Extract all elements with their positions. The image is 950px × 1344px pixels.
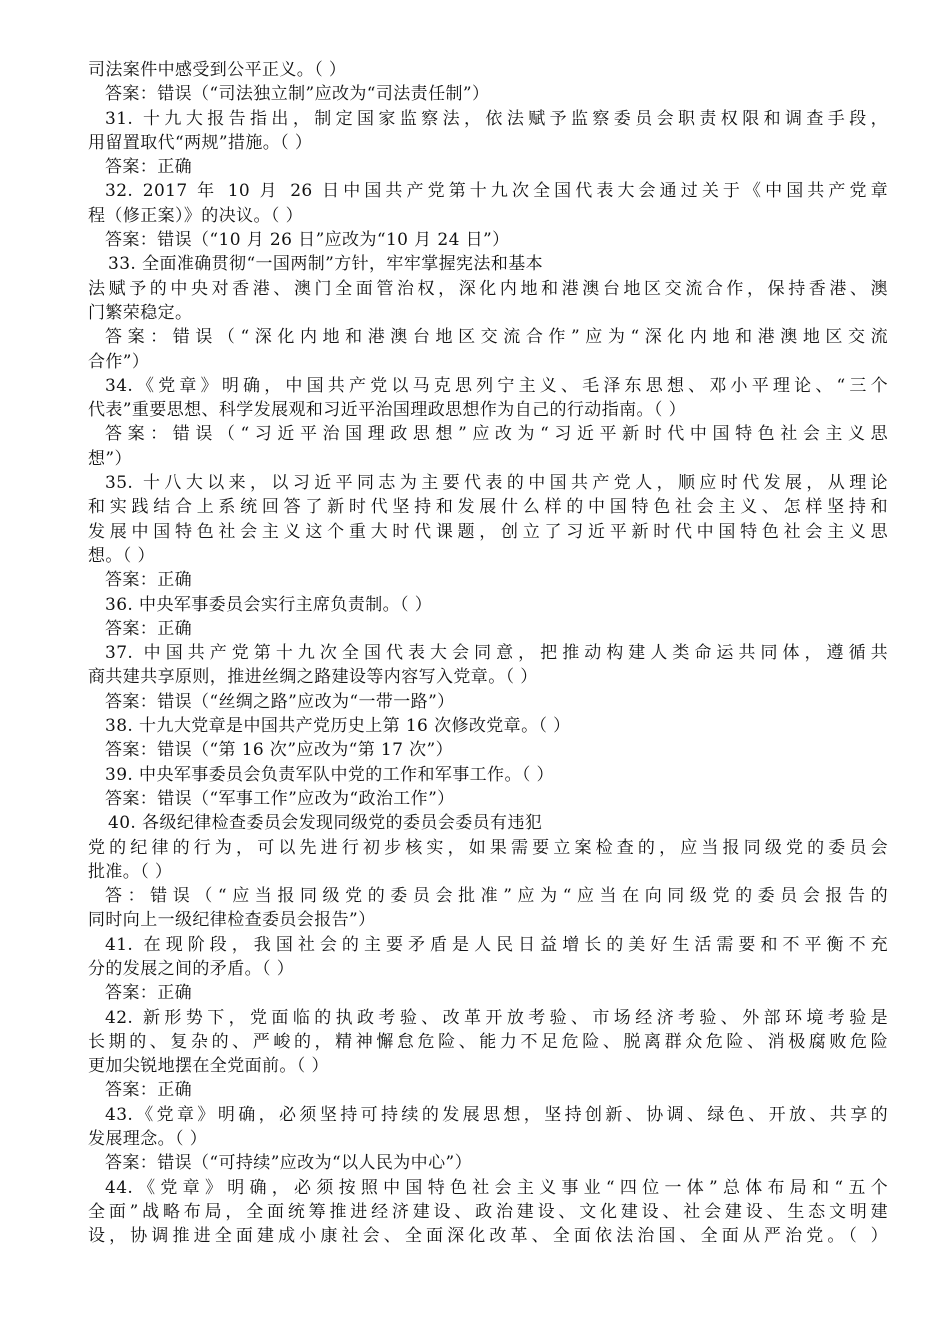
text-line: 合作”） <box>88 351 150 372</box>
text-line: 答案：正确 <box>105 618 192 639</box>
text-line: 44.《党章》明确，必须按照中国特色社会主义事业“四位一体”总体布局和“五个 <box>105 1177 888 1198</box>
text-line: 答案：正确 <box>105 1080 192 1101</box>
text-line: 答：错误（“应当报同级党的委员会批准”应为“应当在向同级党的委员会报告的 <box>105 886 888 907</box>
text-line: 司法案件中感受到公平正义。（ ） <box>88 60 347 80</box>
text-line: 答案：错误（“司法独立制”应改为“司法责任制”） <box>105 84 490 105</box>
text-line: 法赋予的中央对香港、澳门全面管治权，深化内地和港澳台地区交流合作，保持香港、澳 <box>88 278 888 299</box>
text-line: 42. 新形势下，党面临的执政考验、改革开放考验、市场经济考验、外部环境考验是 <box>105 1007 888 1028</box>
text-line: 门繁荣稳定。 <box>88 302 193 323</box>
text-line: 发展中国特色社会主义这个重大时代课题，创立了习近平新时代中国特色社会主义思 <box>88 521 888 542</box>
text-line: 答案：正确 <box>105 570 192 591</box>
text-line: 33. 全面准确贯彻“一国两制”方针，牢牢掌握宪法和基本 <box>108 254 544 275</box>
text-line: 用留置取代“两规”措施。（ ） <box>88 132 313 153</box>
text-line: 全面”战略布局，全面统筹推进经济建设、政治建设、文化建设、社会建设、生态文明建 <box>88 1201 888 1222</box>
text-line: 和实践结合上系统回答了新时代坚持和发展什么样的中国特色社会主义、怎样坚持和 <box>88 497 888 518</box>
text-line: 想。（ ） <box>88 545 155 566</box>
text-line: 答案：错误（“可持续”应改为“以人民为中心”） <box>105 1153 472 1174</box>
text-line: 党的纪律的行为，可以先进行初步核实，如果需要立案检查的，应当报同级党的委员会 <box>88 837 888 858</box>
text-line: 长期的、复杂的、严峻的，精神懈怠危险、能力不足危险、脱离群众危险、消极腐败危险 <box>88 1031 888 1052</box>
text-line: 设，协调推进全面建成小康社会、全面深化改革、全面依法治国、全面从严治党。（ ） <box>88 1226 888 1247</box>
text-line: 商共建共享原则，推进丝绸之路建设等内容写入党章。（ ） <box>88 667 538 688</box>
text-line: 更加尖锐地摆在全党面前。（ ） <box>88 1056 329 1077</box>
text-line: 31. 十九大报告指出，制定国家监察法，依法赋予监察委员会职责权限和调查手段， <box>105 108 888 129</box>
text-line: 35. 十八大以来，以习近平同志为主要代表的中国共产党人，顺应时代发展，从理论 <box>105 473 888 494</box>
text-line: 答案：错误（“10 月 26 日”应改为“10 月 24 日”） <box>105 230 510 251</box>
text-line: 分的发展之间的矛盾。（ ） <box>88 958 295 979</box>
text-line: 39. 中央军事委员会负责军队中党的工作和军事工作。（ ） <box>105 764 554 785</box>
document-body <box>88 58 888 1249</box>
text-line: 同时向上一级纪律检查委员会报告”） <box>88 910 376 931</box>
text-line: 程（修正案）》的决议。（ ） <box>88 205 304 226</box>
text-line: 答案：正确 <box>105 157 192 178</box>
text-line: 答案：错误（“第 16 次”应改为“第 17 次”） <box>105 740 454 761</box>
text-line: 答案：错误（“习近平治国理政思想”应改为“习近平新时代中国特色社会主义思 <box>105 424 888 445</box>
text-line: 答案：错误（“深化内地和港澳台地区交流合作”应为“深化内地和港澳地区交流 <box>105 327 888 348</box>
text-line: 40. 各级纪律检查委员会发现同级党的委员会委员有违犯 <box>108 813 543 834</box>
text-line: 37. 中国共产党第十九次全国代表大会同意，把推动构建人类命运共同体，遵循共 <box>105 643 888 664</box>
text-line: 34.《党章》明确，中国共产党以马克思列宁主义、毛泽东思想、邓小平理论、“三个 <box>105 375 888 396</box>
text-line: 答案：正确 <box>105 983 192 1004</box>
text-line: 43.《党章》明确，必须坚持可持续的发展思想，坚持创新、协调、绿色、开放、共享的 <box>105 1104 888 1125</box>
text-line: 发展理念。（ ） <box>88 1129 208 1150</box>
text-line: 答案：错误（“军事工作”应改为“政治工作”） <box>105 788 455 809</box>
text-line: 41. 在现阶段，我国社会的主要矛盾是人民日益增长的美好生活需要和不平衡不充 <box>105 934 888 955</box>
text-line: 代表”重要思想、科学发展观和习近平治国理政思想作为自己的行动指南。（ ） <box>88 400 686 421</box>
text-line: 36. 中央军事委员会实行主席负责制。（ ） <box>105 594 433 615</box>
text-line: 32. 2017 年 10 月 26 日中国共产党第十九次全国代表大会通过关于《中国共产党章 <box>105 181 888 202</box>
text-line: 答案：错误（“丝绸之路”应改为“一带一路”） <box>105 691 455 712</box>
text-line: 想”） <box>88 448 132 469</box>
text-line: 38. 十九大党章是中国共产党历史上第 16 次修改党章。（ ） <box>105 716 571 737</box>
text-line: 批准。（ ） <box>88 861 173 882</box>
